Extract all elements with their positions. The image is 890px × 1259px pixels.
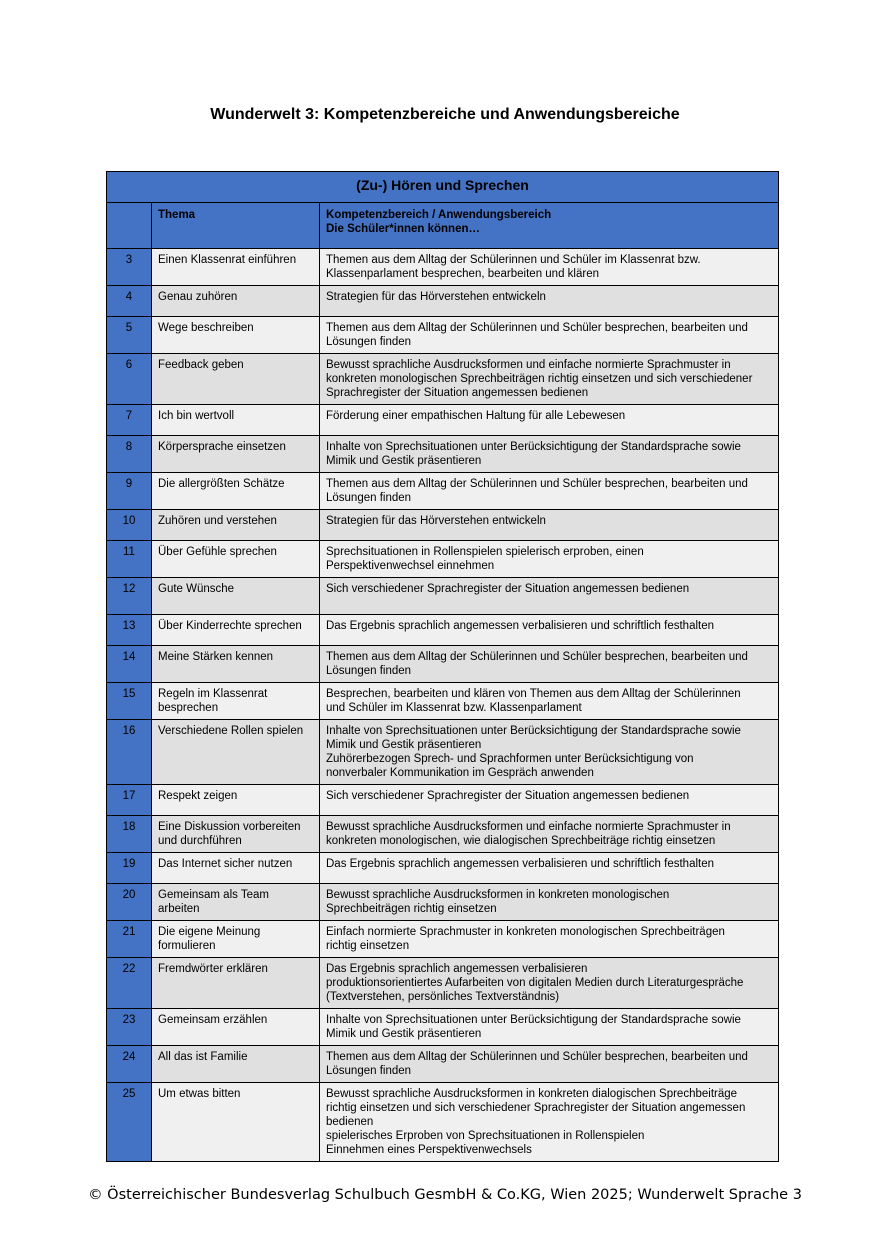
row-kompetenz: Bewusst sprachliche Ausdrucksformen in konkreten monologischen Sprechbeiträgen richtig einsetzen bbox=[320, 884, 779, 921]
row-kompetenz: Bewusst sprachliche Ausdrucksformen in konkreten dialogischen Sprechbeiträge richtig einsetzen und sich verschiedener Sprachregister der Situation angemessen bedienen spielerisches Erproben von Sprechsituationen in Rollenspielen Einnehmen eines Perspektivenwechsels bbox=[320, 1083, 779, 1162]
row-thema: Einen Klassenrat einführen bbox=[152, 249, 320, 286]
row-number: 10 bbox=[107, 510, 152, 541]
column-header-number bbox=[107, 203, 152, 249]
row-thema: Über Gefühle sprechen bbox=[152, 541, 320, 578]
row-number: 19 bbox=[107, 853, 152, 884]
row-thema: Das Internet sicher nutzen bbox=[152, 853, 320, 884]
table-row bbox=[107, 249, 779, 286]
row-kompetenz: Förderung einer empathischen Haltung für alle Lebewesen bbox=[320, 405, 779, 436]
row-kompetenz: Strategien für das Hörverstehen entwickeln bbox=[320, 286, 779, 317]
table-row bbox=[107, 1046, 779, 1083]
row-number: 21 bbox=[107, 921, 152, 958]
row-number: 7 bbox=[107, 405, 152, 436]
row-kompetenz: Bewusst sprachliche Ausdrucksformen und einfache normierte Sprachmuster in konkreten monologischen Sprechbeiträgen richtig einsetzen und sich verschiedener Sprachregister der Situation angemessen bedienen bbox=[320, 354, 779, 405]
column-header-thema: Thema bbox=[152, 203, 320, 249]
row-thema: Gute Wünsche bbox=[152, 578, 320, 615]
row-thema: Verschiedene Rollen spielen bbox=[152, 720, 320, 785]
row-thema: Meine Stärken kennen bbox=[152, 646, 320, 683]
row-thema: Fremdwörter erklären bbox=[152, 958, 320, 1009]
row-kompetenz: Inhalte von Sprechsituationen unter Berücksichtigung der Standardsprache sowie Mimik und Gestik präsentieren bbox=[320, 1009, 779, 1046]
row-thema: Zuhören und verstehen bbox=[152, 510, 320, 541]
table-row bbox=[107, 615, 779, 646]
row-number: 13 bbox=[107, 615, 152, 646]
table-row bbox=[107, 720, 779, 785]
row-number: 9 bbox=[107, 473, 152, 510]
row-kompetenz: Das Ergebnis sprachlich angemessen verbalisieren und schriftlich festhalten bbox=[320, 853, 779, 884]
row-number: 15 bbox=[107, 683, 152, 720]
row-kompetenz: Einfach normierte Sprachmuster in konkreten monologischen Sprechbeiträgen richtig einsetzen bbox=[320, 921, 779, 958]
row-kompetenz: Bewusst sprachliche Ausdrucksformen und einfache normierte Sprachmuster in konkreten monologischen, wie dialogischen Sprechbeiträge richtig einsetzen bbox=[320, 816, 779, 853]
row-thema: Gemeinsam als Team arbeiten bbox=[152, 884, 320, 921]
row-number: 24 bbox=[107, 1046, 152, 1083]
page-title: Wunderwelt 3: Kompetenzbereiche und Anwendungsbereiche bbox=[210, 106, 680, 123]
row-kompetenz: Themen aus dem Alltag der Schülerinnen und Schüler im Klassenrat bzw. Klassenparlament besprechen, bearbeiten und klären bbox=[320, 249, 779, 286]
table-row bbox=[107, 785, 779, 816]
table-row bbox=[107, 436, 779, 473]
table-row bbox=[107, 683, 779, 720]
table-row bbox=[107, 354, 779, 405]
row-number: 8 bbox=[107, 436, 152, 473]
table-row bbox=[107, 816, 779, 853]
table-row bbox=[107, 405, 779, 436]
table-row bbox=[107, 1009, 779, 1046]
row-kompetenz: Das Ergebnis sprachlich angemessen verbalisieren und schriftlich festhalten bbox=[320, 615, 779, 646]
row-thema: Respekt zeigen bbox=[152, 785, 320, 816]
row-number: 16 bbox=[107, 720, 152, 785]
row-kompetenz: Themen aus dem Alltag der Schülerinnen und Schüler besprechen, bearbeiten und Lösungen finden bbox=[320, 1046, 779, 1083]
row-kompetenz: Besprechen, bearbeiten und klären von Themen aus dem Alltag der Schülerinnen und Schüler im Klassenrat bzw. Klassenparlament bbox=[320, 683, 779, 720]
row-kompetenz: Strategien für das Hörverstehen entwickeln bbox=[320, 510, 779, 541]
table-row bbox=[107, 473, 779, 510]
row-thema: Regeln im Klassenrat besprechen bbox=[152, 683, 320, 720]
row-thema: Eine Diskussion vorbereiten und durchführen bbox=[152, 816, 320, 853]
row-number: 6 bbox=[107, 354, 152, 405]
table-row bbox=[107, 317, 779, 354]
row-kompetenz: Themen aus dem Alltag der Schülerinnen und Schüler besprechen, bearbeiten und Lösungen finden bbox=[320, 473, 779, 510]
table-row bbox=[107, 510, 779, 541]
row-kompetenz: Themen aus dem Alltag der Schülerinnen und Schüler besprechen, bearbeiten und Lösungen finden bbox=[320, 646, 779, 683]
column-header-row bbox=[107, 203, 779, 249]
row-kompetenz: Sprechsituationen in Rollenspielen spielerisch erproben, einen Perspektivenwechsel einnehmen bbox=[320, 541, 779, 578]
table-row bbox=[107, 286, 779, 317]
column-header-kompetenz: Kompetenzbereich / Anwendungsbereich Die Schüler*innen können… bbox=[320, 203, 779, 249]
table-row bbox=[107, 541, 779, 578]
row-thema: Die allergrößten Schätze bbox=[152, 473, 320, 510]
row-number: 14 bbox=[107, 646, 152, 683]
table-row bbox=[107, 921, 779, 958]
table-row bbox=[107, 646, 779, 683]
section-header: (Zu-) Hören und Sprechen bbox=[107, 172, 779, 203]
row-number: 17 bbox=[107, 785, 152, 816]
row-kompetenz: Inhalte von Sprechsituationen unter Berücksichtigung der Standardsprache sowie Mimik und Gestik präsentieren Zuhörerbezogen Sprech- und Sprachformen unter Berücksichtigung von nonverbaler Kommunikation im Gespräch anwenden bbox=[320, 720, 779, 785]
table-row bbox=[107, 884, 779, 921]
row-number: 25 bbox=[107, 1083, 152, 1162]
row-kompetenz: Das Ergebnis sprachlich angemessen verbalisieren produktionsorientiertes Aufarbeiten von digitalen Medien durch Literaturgespräche (Textverstehen, persönliches Textverständnis) bbox=[320, 958, 779, 1009]
row-kompetenz: Inhalte von Sprechsituationen unter Berücksichtigung der Standardsprache sowie Mimik und Gestik präsentieren bbox=[320, 436, 779, 473]
row-number: 3 bbox=[107, 249, 152, 286]
row-number: 22 bbox=[107, 958, 152, 1009]
row-number: 18 bbox=[107, 816, 152, 853]
section-header-row bbox=[107, 172, 779, 203]
row-number: 12 bbox=[107, 578, 152, 615]
table-row bbox=[107, 578, 779, 615]
competency-table bbox=[106, 171, 779, 1162]
row-number: 20 bbox=[107, 884, 152, 921]
row-kompetenz: Sich verschiedener Sprachregister der Situation angemessen bedienen bbox=[320, 785, 779, 816]
row-thema: All das ist Familie bbox=[152, 1046, 320, 1083]
row-thema: Die eigene Meinung formulieren bbox=[152, 921, 320, 958]
table-row bbox=[107, 853, 779, 884]
row-thema: Körpersprache einsetzen bbox=[152, 436, 320, 473]
row-thema: Ich bin wertvoll bbox=[152, 405, 320, 436]
table-row bbox=[107, 958, 779, 1009]
row-kompetenz: Themen aus dem Alltag der Schülerinnen und Schüler besprechen, bearbeiten und Lösungen finden bbox=[320, 317, 779, 354]
row-number: 5 bbox=[107, 317, 152, 354]
row-thema: Gemeinsam erzählen bbox=[152, 1009, 320, 1046]
copyright-footer: © Österreichischer Bundesverlag Schulbuch GesmbH & Co.KG, Wien 2025; Wunderwelt Sprache 3 bbox=[88, 1187, 802, 1203]
row-thema: Über Kinderrechte sprechen bbox=[152, 615, 320, 646]
row-thema: Feedback geben bbox=[152, 354, 320, 405]
row-thema: Wege beschreiben bbox=[152, 317, 320, 354]
row-number: 11 bbox=[107, 541, 152, 578]
row-number: 23 bbox=[107, 1009, 152, 1046]
row-number: 4 bbox=[107, 286, 152, 317]
row-thema: Um etwas bitten bbox=[152, 1083, 320, 1162]
row-kompetenz: Sich verschiedener Sprachregister der Situation angemessen bedienen bbox=[320, 578, 779, 615]
table-row bbox=[107, 1083, 779, 1162]
row-thema: Genau zuhören bbox=[152, 286, 320, 317]
